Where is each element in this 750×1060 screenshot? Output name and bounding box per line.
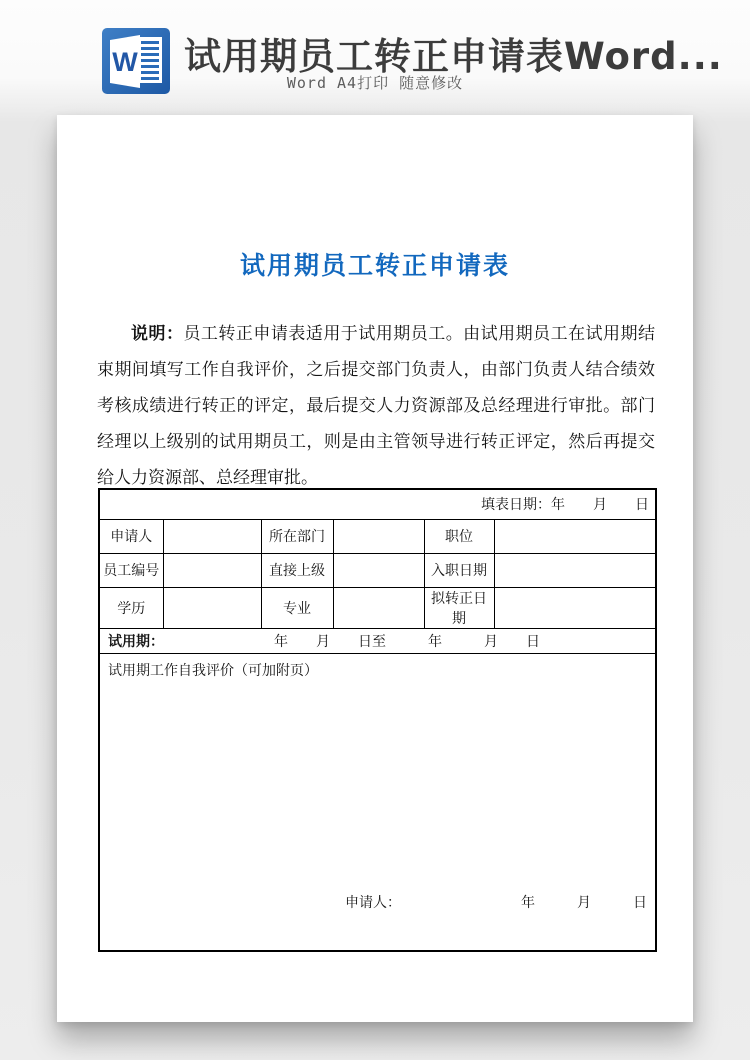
applicant-label: 申请人 (99, 519, 163, 553)
supervisor-label: 直接上级 (261, 553, 333, 587)
position-label: 职位 (424, 519, 494, 553)
table-row (99, 519, 656, 553)
self-evaluation-label: 试用期工作自我评价（可加附页） (108, 662, 318, 679)
regularization-date-field (494, 587, 656, 628)
education-field (163, 587, 261, 628)
department-label: 所在部门 (261, 519, 333, 553)
self-evaluation-cell (99, 653, 656, 951)
svg-text:W: W (112, 47, 138, 77)
major-label: 专业 (261, 587, 333, 628)
document-description (97, 316, 655, 496)
description-text: 员工转正申请表适用于试用期员工。由试用期员工在试用期结束期间填写工作自我评价，之后提交部门负责人，由部门负责人结合绩效考核成绩进行转正的评定，最后提交人力资源部及总经理进行审批。部门经理以上级别的试用期员工，则是由主管领导进行转正评定，然后再提交给人力资源部、总经理审批。 (97, 324, 656, 488)
employee-id-label: 员工编号 (99, 553, 163, 587)
description-label: 说明： (131, 324, 184, 344)
probation-label: 试用期： (108, 633, 164, 650)
probation-period-cell (99, 628, 656, 653)
education-label: 学历 (99, 587, 163, 628)
signature-applicant-label: 申请人： (345, 895, 401, 911)
signature-date-label: 年 月 日 (521, 895, 648, 911)
probation-period-row (99, 628, 656, 653)
department-field (333, 519, 424, 553)
document-title: 试用期员工转正申请表 (239, 251, 510, 280)
supervisor-field (333, 553, 424, 587)
employee-id-field (163, 553, 261, 587)
applicant-field (163, 519, 261, 553)
fill-date-row (99, 489, 656, 519)
page-title: 试用期员工转正申请表Word... (184, 35, 723, 78)
signature-line (100, 892, 655, 912)
site-header (0, 0, 750, 115)
page-subtitle: Word A4打印 随意修改 (286, 74, 464, 92)
regularization-date-label: 拟转正日期 (424, 587, 494, 628)
table-row (99, 553, 656, 587)
application-form-table (98, 488, 657, 952)
table-row (99, 587, 656, 628)
document-page (57, 115, 693, 1022)
major-field (333, 587, 424, 628)
probation-dates: 年 月 日至 年 月 日 (274, 633, 540, 650)
position-field (494, 519, 656, 553)
fill-date-label: 填表日期：年 月 日 (99, 489, 656, 519)
hire-date-label: 入职日期 (424, 553, 494, 587)
self-evaluation-row (99, 653, 656, 951)
hire-date-field (494, 553, 656, 587)
